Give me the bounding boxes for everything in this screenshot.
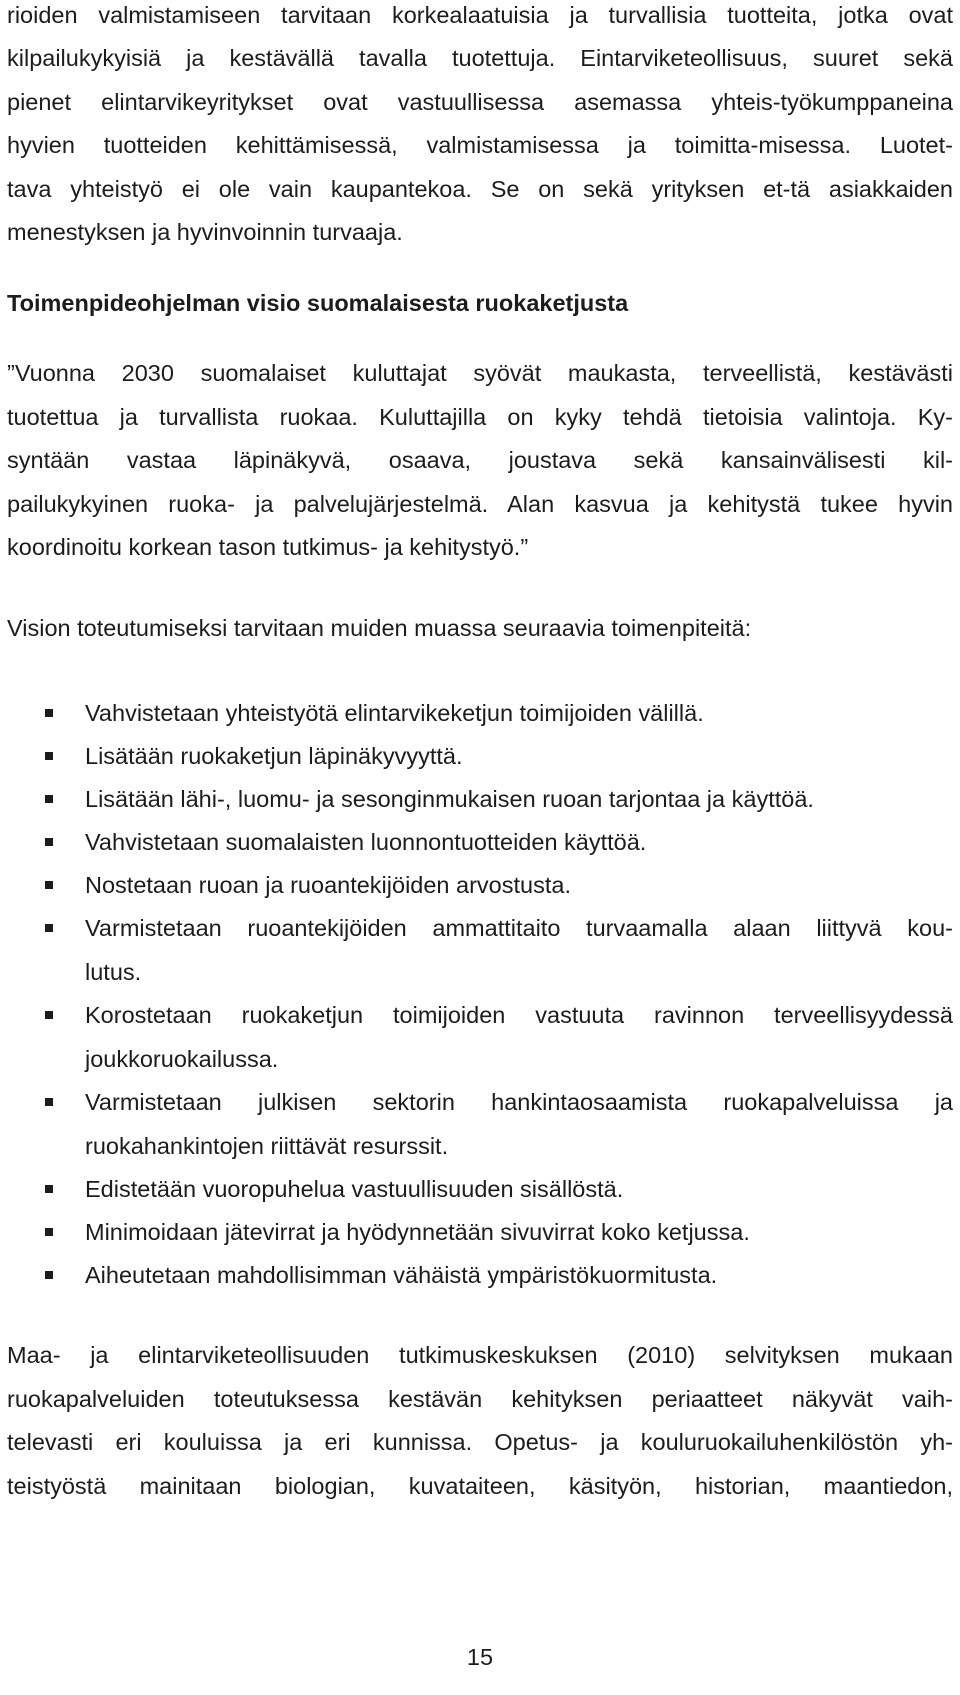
square-bullet-icon <box>45 881 53 889</box>
closing-line: ruokapalveluiden toteutuksessa kestävän kehityksen periaatteet näkyvät vaih- <box>7 1386 953 1412</box>
list-item-text: Minimoidaan jätevirrat ja hyödynnetään sivuvirrat koko ketjussa. <box>85 1219 750 1245</box>
list-item-text: Edistetään vuoropuhelua vastuullisuuden sisällöstä. <box>85 1176 624 1202</box>
vision-line: pailukykyinen ruoka- ja palvelujärjestelmä. Alan kasvua ja kehitystä tukee hyvin <box>7 491 953 517</box>
list-item-text: Lisätään ruokaketjun läpinäkyvyyttä. <box>85 743 463 769</box>
page-number: 15 <box>466 1644 494 1670</box>
intro-line: menestyksen ja hyvinvoinnin turvaaja. <box>7 219 403 245</box>
intro-line: rioiden valmistamiseen tarvitaan korkealaatuisia ja turvallisia tuotteita, jotka ovat <box>7 2 953 28</box>
intro-line: pienet elintarvikeyritykset ovat vastuullisessa asemassa yhteis-työkumppaneina <box>7 89 953 115</box>
list-item-text: Vahvistetaan suomalaisten luonnontuotteiden käyttöä. <box>85 829 647 855</box>
square-bullet-icon <box>45 1185 53 1193</box>
list-item-text: Varmistetaan ruoantekijöiden ammattitaito turvaamalla alaan liittyvä kou- <box>85 915 953 941</box>
square-bullet-icon <box>45 1228 53 1236</box>
intro-line: tava yhteistyö ei ole vain kaupantekoa. Se on sekä yrityksen et-tä asiakkaiden <box>7 176 953 202</box>
square-bullet-icon <box>45 752 53 760</box>
vision-line: koordinoitu korkean tason tutkimus- ja kehitystyö.” <box>7 534 529 560</box>
list-item-text: Varmistetaan julkisen sektorin hankintaosaamista ruokapalveluissa ja <box>85 1089 953 1115</box>
list-item-text: joukkoruokailussa. <box>85 1046 279 1072</box>
square-bullet-icon <box>45 924 53 932</box>
square-bullet-icon <box>45 1011 53 1019</box>
section-heading: Toimenpideohjelman visio suomalaisesta ruokaketjusta <box>7 290 629 316</box>
closing-line: teistyöstä mainitaan biologian, kuvataiteen, käsityön, historian, maantiedon, <box>7 1473 953 1499</box>
intro-line: hyvien tuotteiden kehittämisessä, valmistamisessa ja toimitta-misessa. Luotet- <box>7 132 953 158</box>
vision-line: syntään vastaa läpinäkyvä, osaava, joustava sekä kansainvälisesti kil- <box>7 447 953 473</box>
square-bullet-icon <box>45 1271 53 1279</box>
list-item-text: Nostetaan ruoan ja ruoantekijöiden arvostusta. <box>85 872 571 898</box>
list-item-text: Vahvistetaan yhteistyötä elintarvikeketjun toimijoiden välillä. <box>85 700 704 726</box>
closing-line: Maa- ja elintarviketeollisuuden tutkimuskeskuksen (2010) selvityksen mukaan <box>7 1342 953 1368</box>
list-item-text: Korostetaan ruokaketjun toimijoiden vastuuta ravinnon terveellisyydessä <box>85 1002 953 1028</box>
square-bullet-icon <box>45 838 53 846</box>
square-bullet-icon <box>45 795 53 803</box>
list-item-text: lutus. <box>85 959 142 985</box>
intro-line: kilpailukykyisiä ja kestävällä tavalla tuotettuja. Eintarviketeollisuus, suuret sekä <box>7 45 953 71</box>
lead-sentence: Vision toteutumiseksi tarvitaan muiden muassa seuraavia toimenpiteitä: <box>7 615 752 641</box>
vision-line: ”Vuonna 2030 suomalaiset kuluttajat syövät maukasta, terveellistä, kestävästi <box>7 360 953 386</box>
list-item-text: Lisätään lähi-, luomu- ja sesonginmukaisen ruoan tarjontaa ja käyttöä. <box>85 786 814 812</box>
list-item-text: Aiheutetaan mahdollisimman vähäistä ympäristökuormitusta. <box>85 1262 718 1288</box>
square-bullet-icon <box>45 1098 53 1106</box>
list-item-text: ruokahankintojen riittävät resurssit. <box>85 1133 449 1159</box>
vision-line: tuotettua ja turvallista ruokaa. Kuluttajilla on kyky tehdä tietoisia valintoja. Ky- <box>7 404 953 430</box>
closing-line: televasti eri kouluissa ja eri kunnissa. Opetus- ja kouluruokailuhenkilöstön yh- <box>7 1429 953 1455</box>
square-bullet-icon <box>45 709 53 717</box>
